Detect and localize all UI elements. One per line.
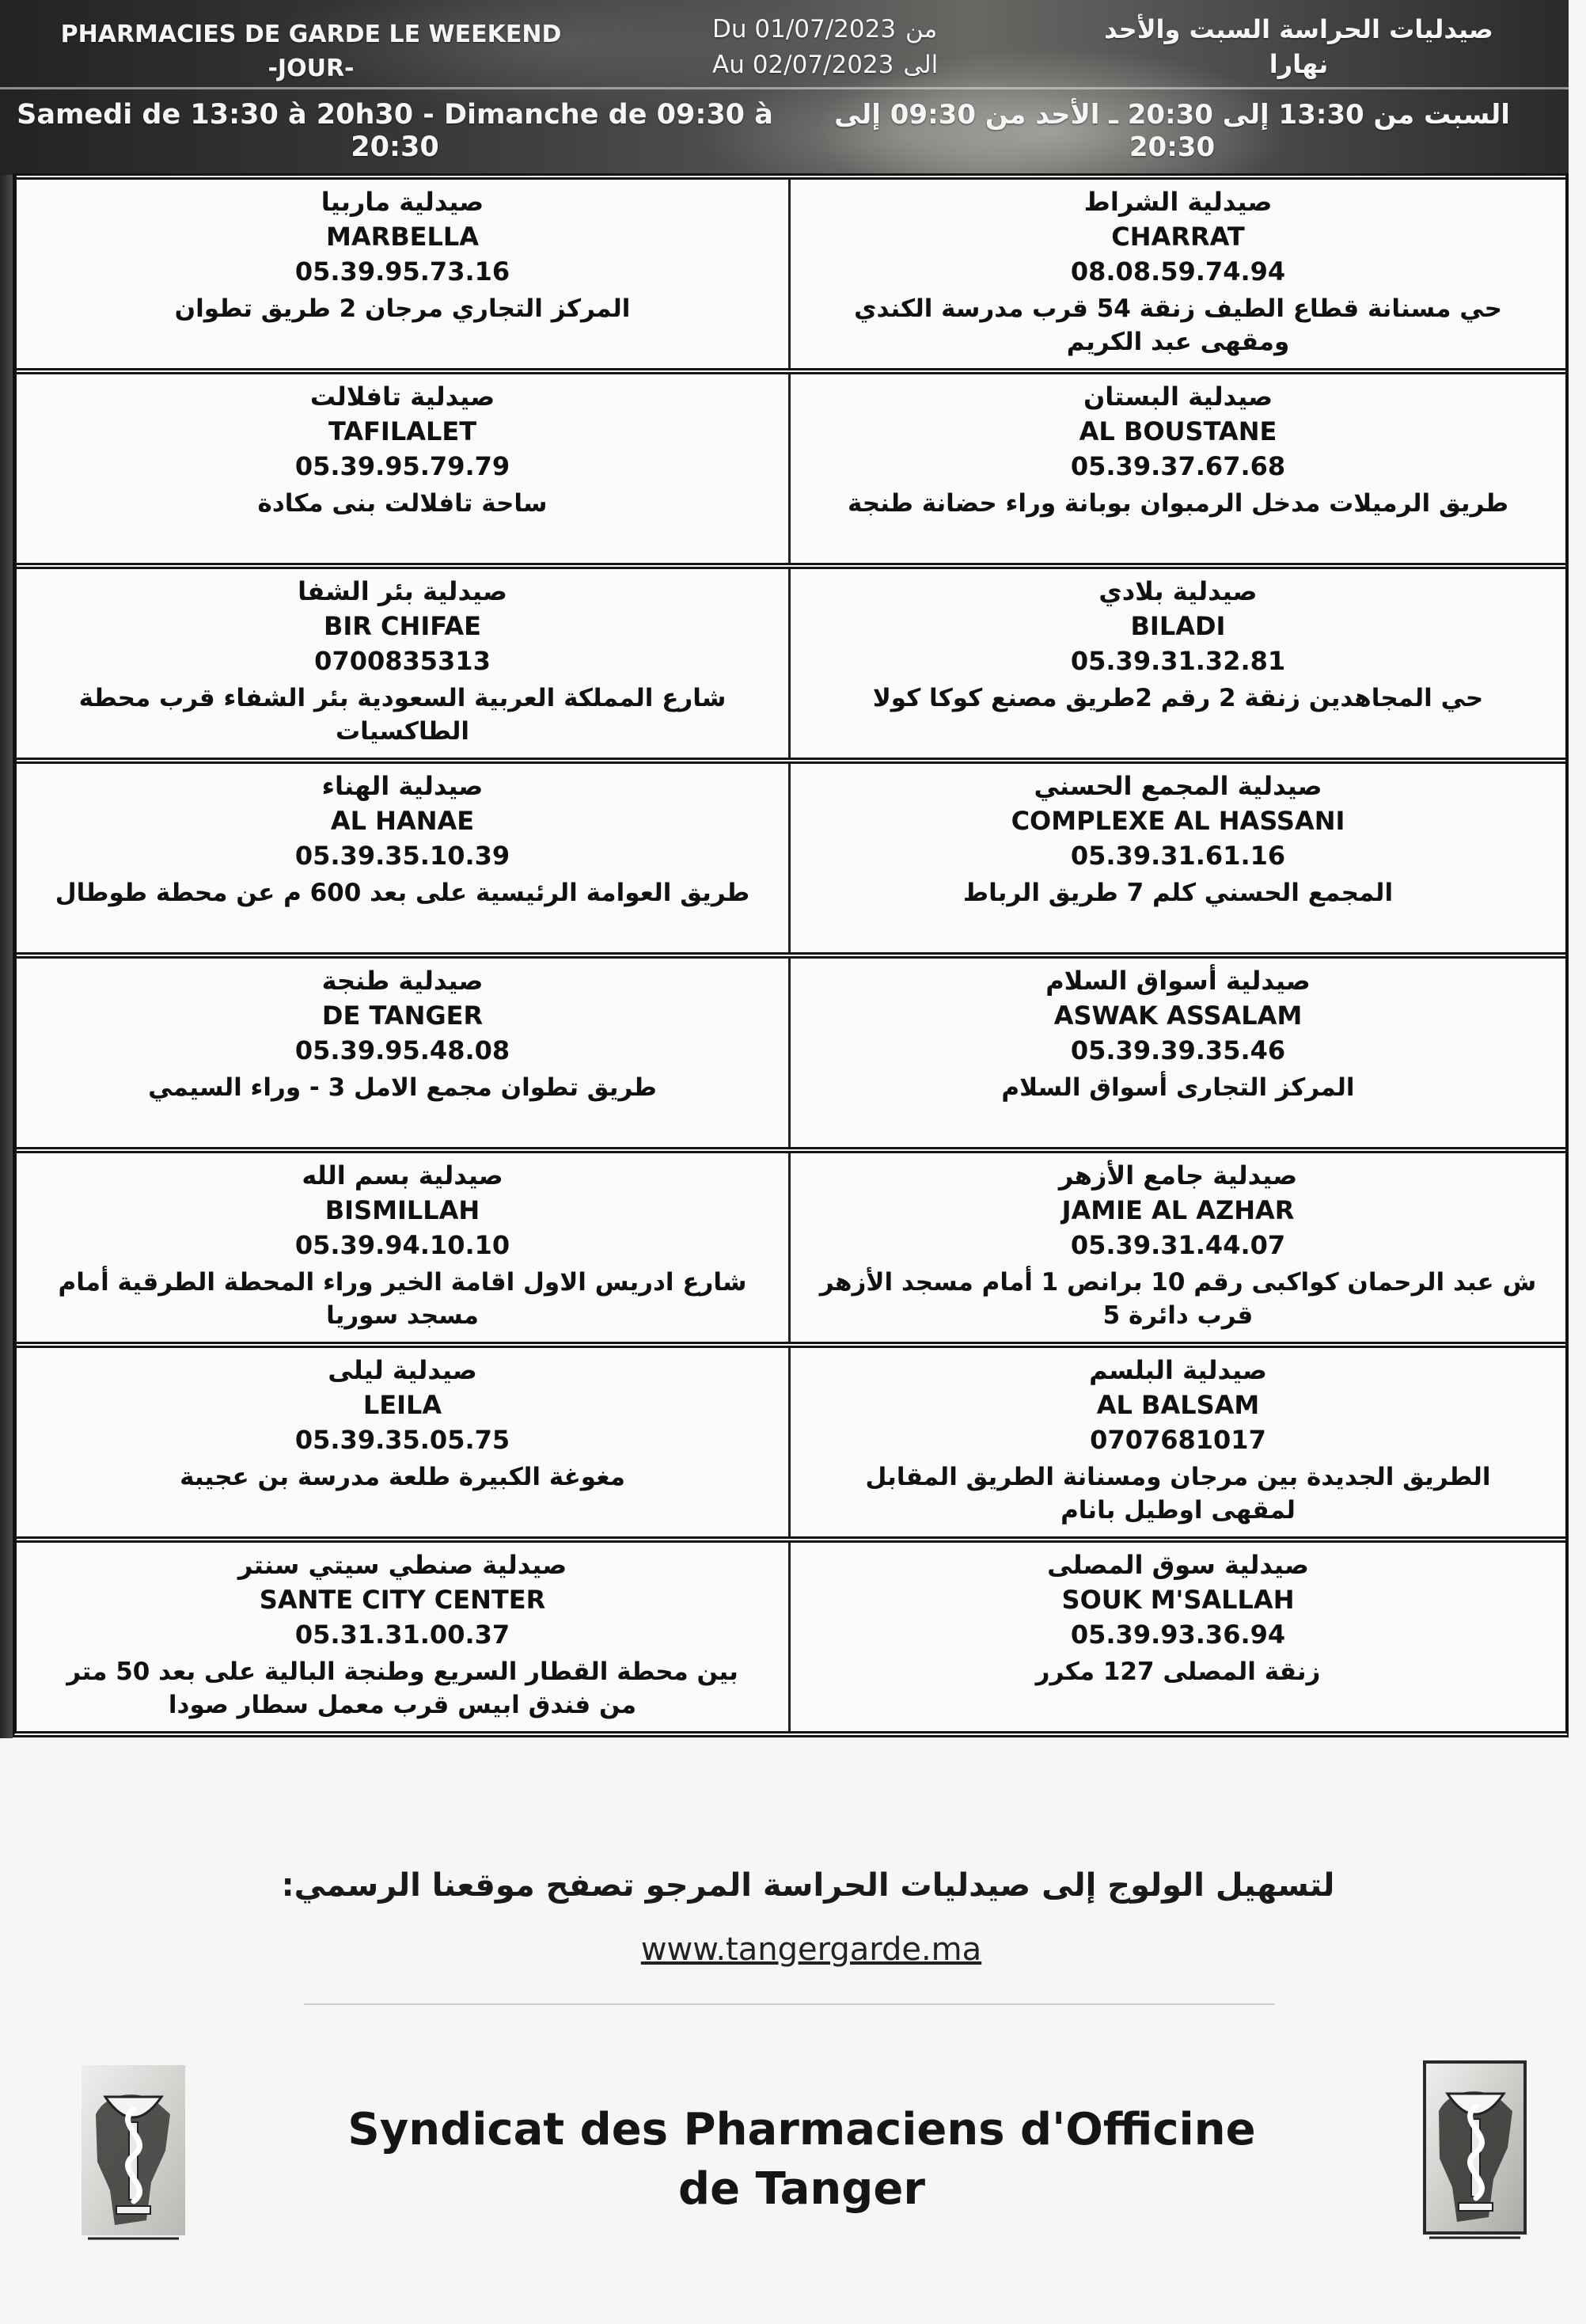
pharmacy-address-line: شارع المملكة العربية السعودية بئر الشفاء قرب محطة xyxy=(78,684,727,712)
pharmacy-address-line: المركز التجارى أسواق السلام xyxy=(1001,1073,1355,1102)
pharmacy-name-arabic: صيدلية جامع الأزهر xyxy=(1058,1160,1298,1190)
pharmacy-address-line: بين محطة القطار السريع وطنجة البالية على بعد 50 متر xyxy=(66,1658,738,1686)
pharmacy-phone: 05.39.95.79.79 xyxy=(294,451,510,481)
header-title-fr xyxy=(15,17,607,85)
photo-edge xyxy=(0,0,13,1738)
syndicate-name-line: de Tanger xyxy=(678,2163,925,2215)
pharmacy-name-latin: MARBELLA xyxy=(325,222,480,252)
date-to-ar: الى xyxy=(903,51,939,79)
pharmacy-phone: 05.39.31.32.81 xyxy=(1070,646,1286,676)
pharmacy-address xyxy=(25,1266,780,1332)
table-row xyxy=(17,1147,1565,1342)
pharmacy-address-line: ش عبد الرحمان كواكبى رقم 10 برانص 1 أمام مسجد الأزهر xyxy=(819,1268,1537,1297)
pharmacy-address xyxy=(25,1460,780,1494)
header-dates xyxy=(712,12,938,83)
pharmacy-phone: 05.39.31.61.16 xyxy=(1070,841,1286,871)
pharmacy-name-arabic: صيدلية الشراط xyxy=(1083,187,1273,217)
header-band xyxy=(0,0,1569,175)
pharmacy-cell-charrat xyxy=(791,180,1565,368)
pharmacy-name-arabic: صيدلية أسواق السلام xyxy=(1045,966,1311,996)
date-to: Au 02/07/2023 xyxy=(712,51,894,79)
table-row xyxy=(17,952,1565,1147)
pharmacy-phone: 05.39.31.44.07 xyxy=(1070,1230,1286,1260)
hours-fr-line: 20:30 xyxy=(351,131,439,163)
pharmacy-cell-biladi xyxy=(791,569,1565,758)
pharmacy-address xyxy=(799,876,1558,909)
pharmacy-name-arabic: صيدلية بلادي xyxy=(1098,576,1258,606)
pharmacy-address-line: مغوغة الكبيرة طلعة مدرسة بن عجيبة xyxy=(180,1463,625,1491)
pharmacy-address-line: طريق الرميلات مدخل الرمبوان بوبانة وراء حضانة طنجة xyxy=(847,489,1509,518)
header-title-ar xyxy=(1053,12,1544,82)
pharmacy-name-latin: AL BALSAM xyxy=(1096,1390,1260,1420)
title-ar: صيدليات الحراسة السبت والأحد xyxy=(1104,14,1493,44)
title-fr: PHARMACIES DE GARDE LE WEEKEND xyxy=(60,21,562,48)
pharmacy-address-line: شارع ادريس الاول اقامة الخير وراء المحطة الطرقية أمام xyxy=(58,1268,747,1297)
footer-divider xyxy=(304,2003,1275,2005)
table-row xyxy=(17,563,1565,758)
pharmacy-cell-al-hanae xyxy=(17,764,791,952)
pharmacy-address xyxy=(25,682,780,748)
hours-ar-line: السبت من 13:30 إلى 20:30 ـ الأحد من 09:30 إلى xyxy=(834,99,1510,131)
pharmacy-address xyxy=(799,487,1558,520)
website-url: www.tangergarde.ma xyxy=(640,1931,982,1968)
date-to-line xyxy=(712,47,938,83)
pharmacy-cell-bir-chifae xyxy=(17,569,791,758)
pharmacy-address xyxy=(799,682,1558,715)
pharmacy-logo-icon xyxy=(82,2065,185,2243)
syndicate-name xyxy=(287,2100,1316,2219)
pharmacy-name-latin: BIR CHIFAE xyxy=(323,611,482,641)
pharmacy-name-latin: COMPLEXE AL HASSANI xyxy=(1011,806,1345,836)
pharmacy-cell-complexe-al-hassani xyxy=(791,764,1565,952)
pharmacy-name-arabic: صيدلية ماربيا xyxy=(321,187,484,217)
pharmacy-name-latin: AL HANAE xyxy=(330,806,475,836)
hours-ar xyxy=(791,99,1553,164)
pharmacy-name-arabic: صيدلية الهناء xyxy=(321,771,484,801)
pharmacy-address xyxy=(25,487,780,520)
pharmacy-name-arabic: صيدلية البستان xyxy=(1083,382,1273,412)
pharmacy-address xyxy=(799,1655,1558,1688)
pharmacy-phone: 05.39.37.67.68 xyxy=(1070,451,1286,481)
pharmacy-address-line: ومقهى عبد الكريم xyxy=(1066,328,1290,356)
pharmacy-phone: 05.31.31.00.37 xyxy=(294,1620,510,1650)
hours-fr xyxy=(15,99,775,164)
pharmacy-name-latin: JAMIE AL AZHAR xyxy=(1061,1195,1295,1225)
pharmacy-address-line: مسجد سوريا xyxy=(326,1301,479,1330)
pharmacy-address-line: حي مسنانة قطاع الطيف زنقة 54 قرب مدرسة الكندي xyxy=(854,294,1502,323)
pharmacy-address-line: قرب دائرة 5 xyxy=(1102,1301,1254,1330)
pharmacy-logo-icon xyxy=(1423,2060,1527,2242)
pharmacy-address-line: ساحة تافلالت بنى مكادة xyxy=(257,489,548,518)
pharmacy-cell-tafilalet xyxy=(17,374,791,563)
pharmacy-name-arabic: صيدلية سوق المصلى xyxy=(1047,1550,1309,1580)
table-row xyxy=(17,173,1565,368)
pharmacy-address xyxy=(799,1266,1558,1332)
pharmacy-address-line: الطاكسيات xyxy=(335,717,470,746)
date-from-ar: من xyxy=(905,15,938,44)
pharmacy-address xyxy=(25,1655,780,1722)
pharmacy-phone: 05.39.93.36.94 xyxy=(1070,1620,1286,1650)
pharmacy-cell-bismillah xyxy=(17,1153,791,1342)
date-from: Du 01/07/2023 xyxy=(712,15,897,44)
pharmacy-phone: 0707681017 xyxy=(1090,1425,1266,1455)
syndicate-name-line: Syndicat des Pharmaciens d'Officine xyxy=(347,2104,1256,2155)
pharmacy-table xyxy=(13,173,1569,1737)
pharmacy-name-arabic: صيدلية بئر الشفا xyxy=(298,576,507,606)
pharmacy-name-arabic: صيدلية تافلالت xyxy=(309,382,495,412)
pharmacy-cell-de-tanger xyxy=(17,959,791,1147)
pharmacy-name-arabic: صيدلية بسم الله xyxy=(302,1160,503,1190)
pharmacy-name-latin: SOUK M'SALLAH xyxy=(1061,1585,1295,1615)
pharmacy-phone: 05.39.94.10.10 xyxy=(294,1230,510,1260)
pharmacy-address xyxy=(25,292,780,325)
pharmacy-phone: 05.39.95.73.16 xyxy=(294,256,510,287)
header-divider xyxy=(0,87,1569,89)
pharmacy-name-latin: AL BOUSTANE xyxy=(1079,416,1277,446)
table-row xyxy=(17,1342,1565,1536)
pharmacy-address xyxy=(799,1071,1558,1104)
pharmacy-address-line: زنقة المصلى 127 مكرر xyxy=(1035,1658,1321,1686)
pharmacy-address xyxy=(799,1460,1558,1527)
pharmacy-phone: 05.39.39.35.46 xyxy=(1070,1035,1286,1065)
pharmacy-address-line: المركز التجاري مرجان 2 طريق تطوان xyxy=(174,294,631,323)
pharmacy-name-latin: SANTE CITY CENTER xyxy=(259,1585,546,1615)
pharmacy-cell-jamie-al-azhar xyxy=(791,1153,1565,1342)
pharmacy-name-latin: ASWAK ASSALAM xyxy=(1053,1001,1303,1031)
pharmacy-name-arabic: صيدلية طنجة xyxy=(321,966,484,996)
date-from-line xyxy=(712,12,938,47)
hours-ar-line: 20:30 xyxy=(1129,131,1216,163)
pharmacy-phone: 0700835313 xyxy=(314,646,491,676)
pharmacy-address xyxy=(799,292,1558,359)
pharmacy-cell-aswak-assalam xyxy=(791,959,1565,1147)
pharmacy-cell-souk-msallah xyxy=(791,1543,1565,1731)
pharmacy-cell-al-balsam xyxy=(791,1348,1565,1536)
pharmacy-cell-sante-city-center xyxy=(17,1543,791,1731)
subtitle-ar: نهارا xyxy=(1269,49,1329,79)
website-notice: لتسهيل الولوج إلى صيدليات الحراسة المرجو تصفح موقعنا الرسمي: xyxy=(281,1867,1335,1904)
pharmacy-name-arabic: صيدلية البلسم xyxy=(1089,1355,1267,1385)
pharmacy-address-line: الطريق الجديدة بين مرجان ومسنانة الطريق المقابل xyxy=(865,1463,1491,1491)
table-row xyxy=(17,368,1565,563)
pharmacy-name-arabic: صيدلية المجمع الحسني xyxy=(1034,771,1322,801)
pharmacy-name-latin: DE TANGER xyxy=(321,1001,484,1031)
pharmacy-address-line: من فندق ابيس قرب معمل سطار صودا xyxy=(168,1691,637,1719)
pharmacy-cell-leila xyxy=(17,1348,791,1536)
pharmacy-address-line: المجمع الحسني كلم 7 طريق الرباط xyxy=(962,879,1394,907)
table-row xyxy=(17,1536,1565,1731)
pharmacy-name-arabic: صيدلية صنطي سيتي سنتر xyxy=(237,1550,567,1580)
pharmacy-address xyxy=(25,1071,780,1104)
pharmacy-address-line: طريق تطوان مجمع الامل 3 - وراء السيمي xyxy=(148,1073,657,1102)
pharmacy-address-line: لمقهى اوطيل بانام xyxy=(1060,1496,1296,1525)
subtitle-fr: -JOUR- xyxy=(267,55,355,82)
table-row xyxy=(17,758,1565,952)
pharmacy-address-line: طريق العوامة الرئيسية على بعد 600 م عن محطة طوطال xyxy=(55,879,750,907)
pharmacy-phone: 05.39.95.48.08 xyxy=(294,1035,510,1065)
hours-fr-line: Samedi de 13:30 à 20h30 - Dimanche de 09:30 à xyxy=(17,99,773,131)
pharmacy-address-line: حي المجاهدين زنقة 2 رقم 2طريق مصنع كوكا كولا xyxy=(872,684,1484,712)
pharmacy-phone: 05.39.35.10.39 xyxy=(294,841,510,871)
pharmacy-name-latin: CHARRAT xyxy=(1111,222,1245,252)
pharmacy-name-latin: BILADI xyxy=(1130,611,1226,641)
pharmacy-address xyxy=(25,876,780,909)
pharmacy-phone: 08.08.59.74.94 xyxy=(1070,256,1286,287)
pharmacy-name-latin: LEILA xyxy=(362,1390,442,1420)
pharmacy-name-arabic: صيدلية ليلى xyxy=(328,1355,477,1385)
pharmacy-cell-marbella xyxy=(17,180,791,368)
pharmacy-cell-al-boustane xyxy=(791,374,1565,563)
pharmacy-phone: 05.39.35.05.75 xyxy=(294,1425,510,1455)
pharmacy-name-latin: BISMILLAH xyxy=(324,1195,480,1225)
pharmacy-name-latin: TAFILALET xyxy=(328,416,477,446)
